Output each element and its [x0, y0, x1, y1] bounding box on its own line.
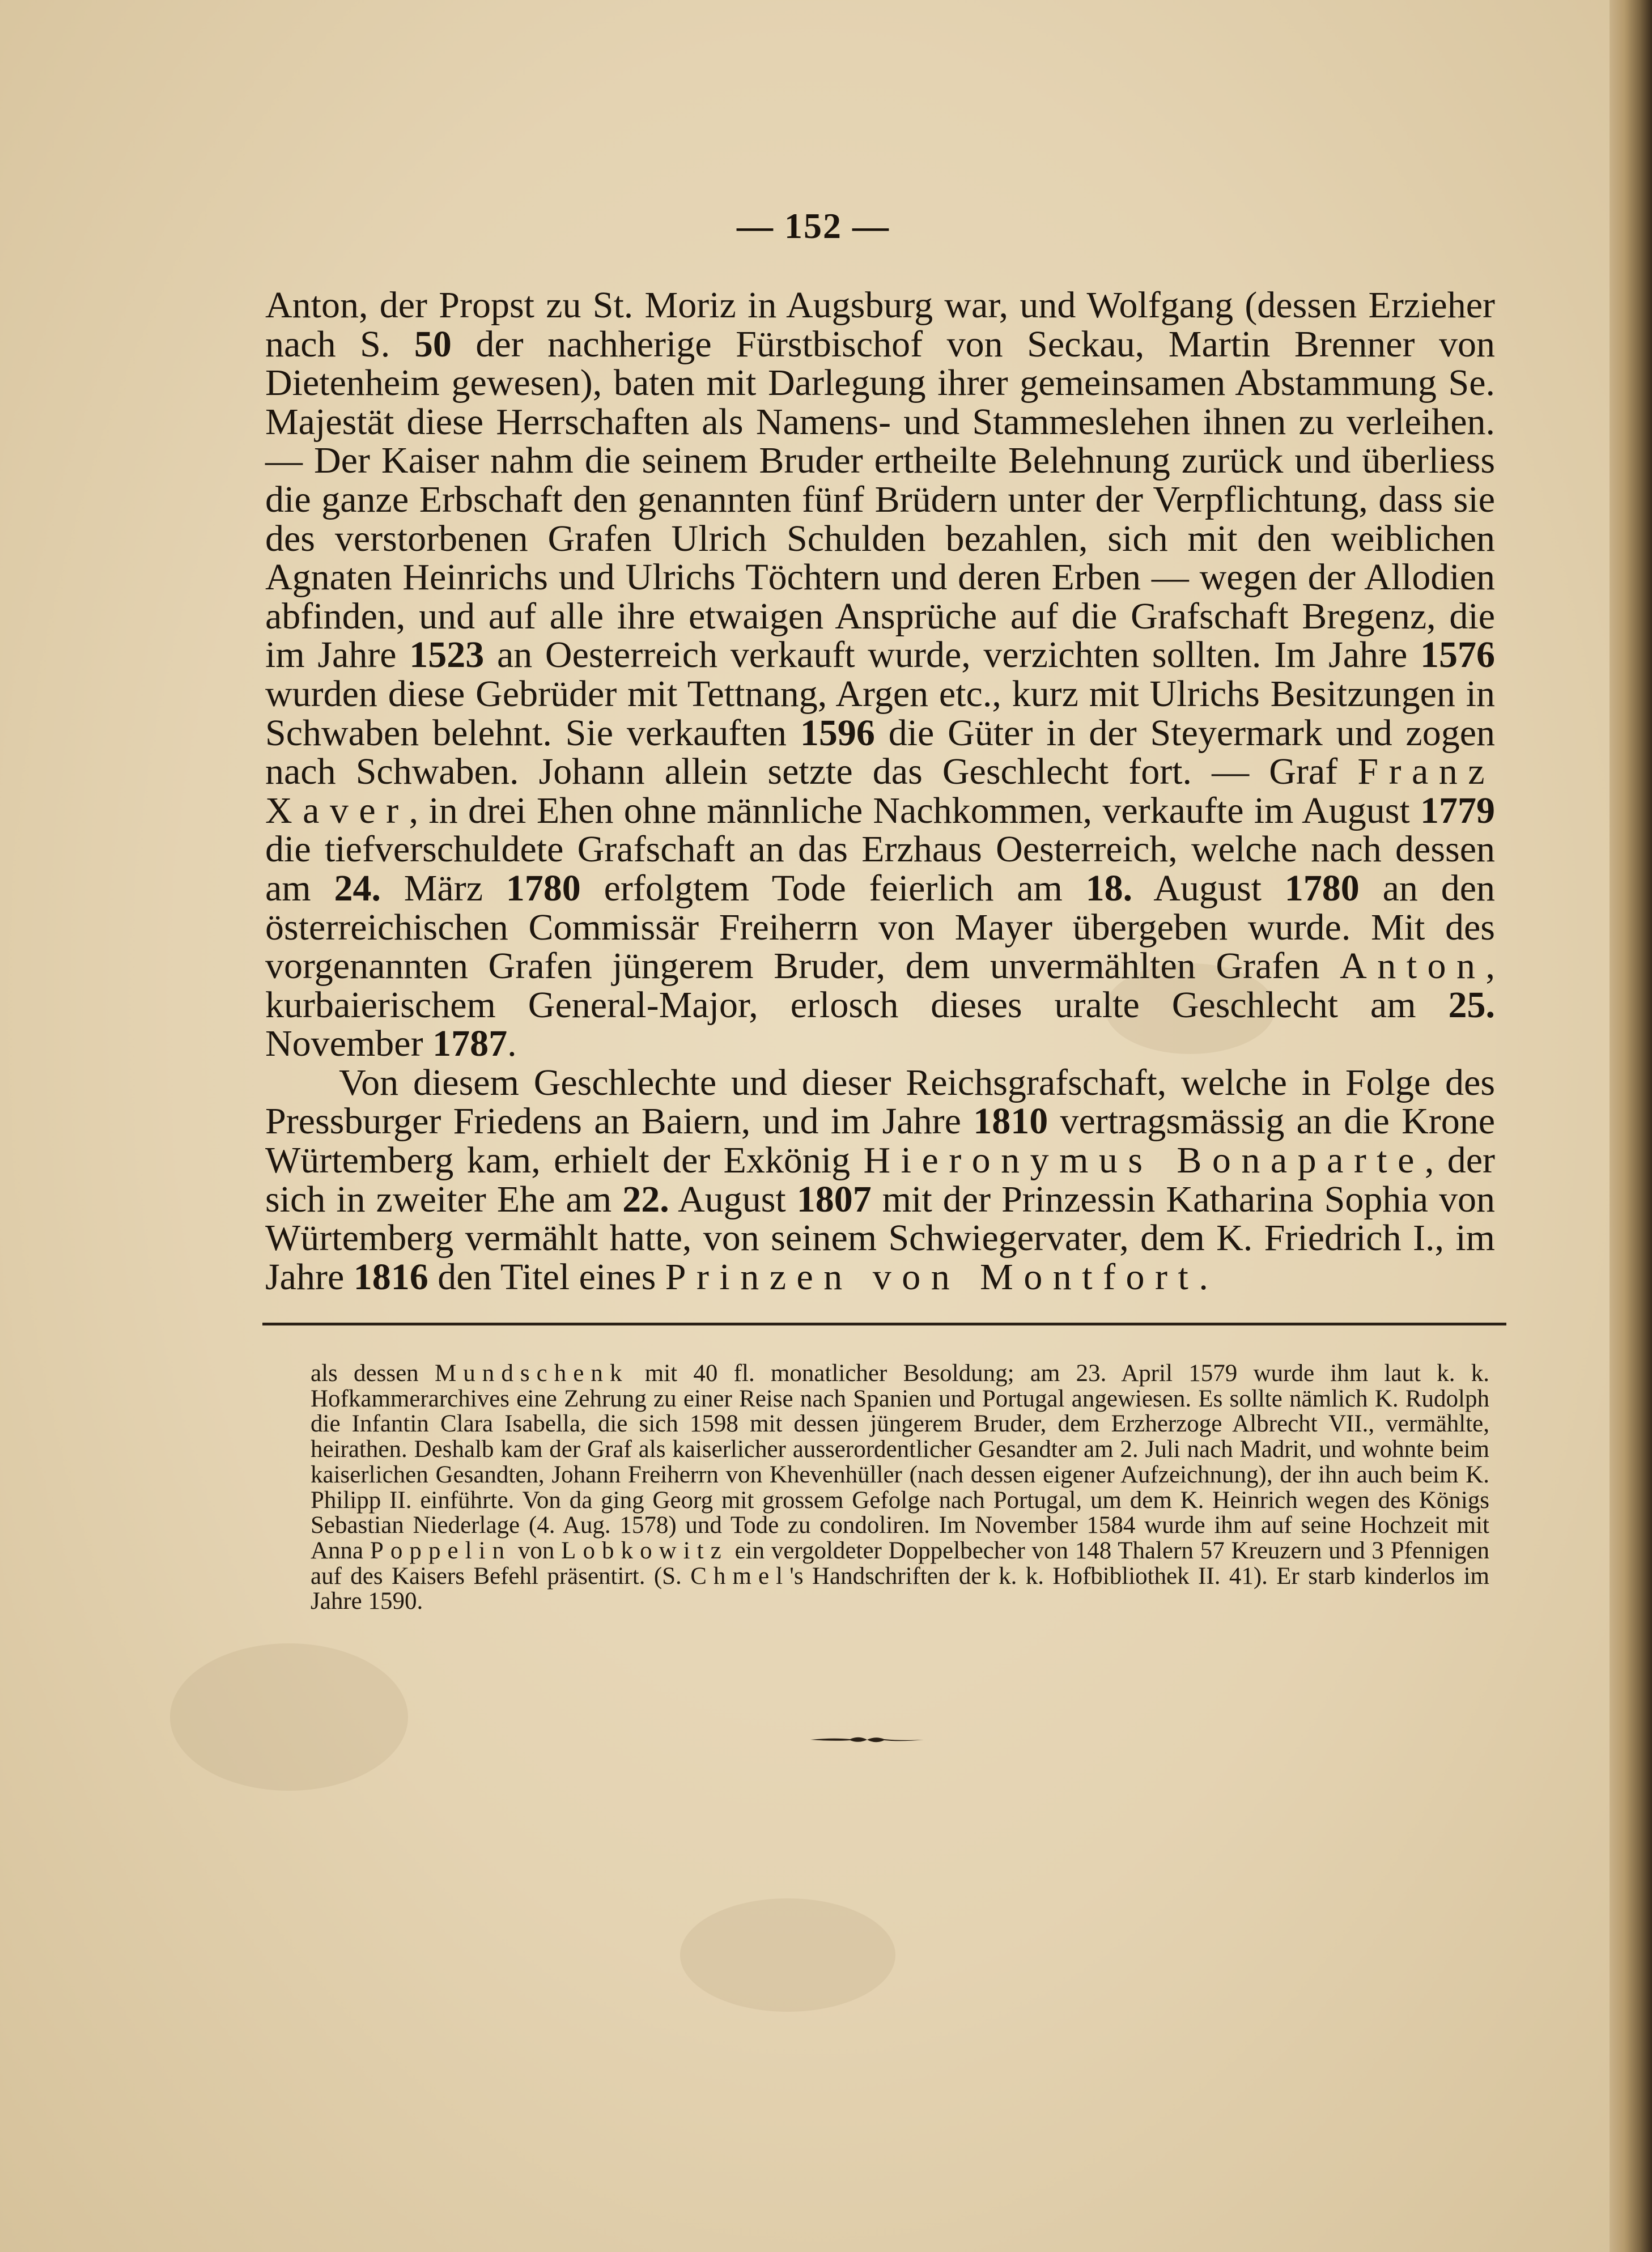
text-run: , kurbaierischem General-Major, erlosch dieses uralte Geschlecht am — [265, 945, 1495, 1026]
spaced-name: Chmel — [690, 1562, 790, 1590]
year: 1780 — [1284, 867, 1360, 909]
spaced-name: Prinzen von Montfort — [665, 1256, 1199, 1298]
text-run: der nachherige Fürstbischof von Seckau, Martin Brenner von Dietenheim gewesen), baten mit Darlegung ihrer gemeinsamen Abstammung Se. Majestät diese Herrschaften als Namens- und Stammeslehen ihnen zu verleihen. — Der Kaiser nahm die seinem Bruder ertheilte Belehnung zurück und überliess die ganze Erbschaft den genannten fünf Brüdern unter der Verpflichtung, dass sie des verstorbenen Grafen Ulrich Schulden bezahlen, sich mit den weiblichen Agnaten Heinrichs und Ulrichs Töchtern und deren Erben — wegen der Allodien abfinden, und auf alle ihre etwaigen Ansprüche auf die Grafschaft Bregenz, die im Jahre — [265, 323, 1495, 676]
number: 24. — [334, 867, 381, 909]
text-run: an den österreichischen Commissär Freiherrn von Mayer übergeben wurde. Mit des vorgenannten Grafen jüngerem Bruder, dem unvermählten Grafen — [265, 867, 1495, 987]
main-text — [265, 286, 1495, 1297]
text-run: Anton, der Propst zu St. Moriz in Augsburg war, und Wolfgang (dessen Erzieher nach S. — [265, 284, 1495, 365]
text-run: Von diesem Geschlechte und dieser Reichsgrafschaft, welche in Folge des Pressburger Friedens an Baiern, und im Jahre — [265, 1061, 1495, 1142]
text-run: mit der Prinzessin Katharina Sophia von Würtemberg vermählt hatte, von seinem Schwiegervater, dem K. Friedrich I., im Jahre — [265, 1178, 1495, 1298]
text-run: , in drei Ehen ohne männliche Nachkommen, verkaufte im August — [409, 789, 1420, 831]
year: 1807 — [796, 1178, 872, 1220]
text-run: ein vergoldeter Doppelbecher von 148 Thalern 57 Kreuzern und 3 Pfennigen auf des Kaisers Befehl präsentirt. (S. — [311, 1537, 1490, 1590]
spaced-name: Poppelin — [370, 1537, 512, 1564]
paper-stain — [170, 1643, 408, 1791]
year: 1810 — [973, 1100, 1048, 1142]
text-run: die tiefverschuldete Grafschaft an das Erzhaus Oesterreich, welche nach dessen am — [265, 828, 1495, 909]
footnote-separator — [262, 1323, 1506, 1325]
end-ornament-icon — [810, 1734, 924, 1745]
text-run: . — [507, 1023, 517, 1065]
number: 25. — [1448, 984, 1495, 1026]
page-number: — 152 — — [737, 206, 890, 246]
year: 1596 — [800, 712, 875, 754]
spaced-name: Anton — [1340, 945, 1486, 987]
number: 18. — [1085, 867, 1133, 909]
footnote — [311, 1361, 1489, 1614]
text-run: , der sich in zweiter Ehe am — [265, 1140, 1495, 1220]
book-gutter — [1609, 0, 1652, 2252]
text-run: den Titel eines — [428, 1256, 665, 1298]
year: 1780 — [506, 867, 581, 909]
year: 1787 — [432, 1023, 508, 1065]
text-run: August — [669, 1178, 797, 1220]
year: 1816 — [353, 1256, 428, 1298]
spaced-name: Lobkowitz — [561, 1537, 728, 1564]
number: 50 — [414, 323, 452, 365]
text-run: August — [1132, 867, 1285, 909]
text-run: erfolgtem Tode feierlich am — [580, 867, 1086, 909]
spaced-name: Franz Xaver — [265, 751, 1495, 831]
text-run: von — [511, 1537, 562, 1564]
text-run: November — [265, 1023, 433, 1065]
footnote-paragraph — [311, 1361, 1489, 1614]
text-run: die Güter in der Steyermark und zogen nach Schwaben. Johann allein setzte das Geschlecht fort. — Graf — [265, 712, 1495, 793]
number: 22. — [622, 1178, 669, 1220]
paragraph-1 — [265, 286, 1495, 1064]
text-run: . — [1199, 1256, 1208, 1298]
text-run: an Oesterreich verkauft wurde, verzichten sollten. Im Jahre — [484, 634, 1420, 676]
text-run: mit 40 fl. monatlicher Besoldung; am 23. April 1579 wurde ihm laut k. k. Hofkammerarchives eine Zehrung zu einer Reise nach Spanien und Portugal angewiesen. Es sollte nämlich K. Rudolph die Infantin Clara Isabella, die sich 1598 mit dessen jüngerem Bruder, dem Erzherzoge Albrecht VII., vermählte, heirathen. Deshalb kam der Graf als kaiserlicher ausserordentlicher Gesandter am 2. Juli nach Madrit, und wohnte beim kaiserlichen Gesandten, Johann Freiherrn von Khevenhüller (nach dessen eigener Aufzeichnung), der ihn auch beim K. Philipp II. einführte. Von da ging Georg mit grossem Gefolge nach Portugal, um dem K. Heinrich wegen des Königs Sebastian Niederlage (4. Aug. 1578) und Tode zu condoliren. Im November 1584 wurde ihm auf seine Hochzeit mit Anna — [311, 1360, 1490, 1564]
year: 1523 — [409, 634, 485, 676]
text-run: wurden diese Gebrüder mit Tettnang, Argen etc., kurz mit Ulrichs Besitzungen in Schwaben belehnt. Sie verkauften — [265, 673, 1495, 754]
spaced-name: Hieronymus Bonaparte — [863, 1140, 1425, 1182]
year: 1576 — [1420, 634, 1495, 676]
paragraph-2 — [265, 1061, 1496, 1298]
text-run: als dessen — [311, 1360, 435, 1387]
text-run: vertragsmässig an die Krone Würtemberg kam, erhielt der Exkönig — [265, 1100, 1496, 1182]
spaced-word: Mundschenk — [434, 1360, 629, 1387]
year: 1779 — [1420, 789, 1495, 831]
paper-stain — [680, 1898, 895, 2012]
text-run: 's Handschriften der k. k. Hofbibliothek II. 41). Er starb kinderlos im Jahre 1590. — [311, 1562, 1490, 1615]
text-run: März — [380, 867, 506, 909]
